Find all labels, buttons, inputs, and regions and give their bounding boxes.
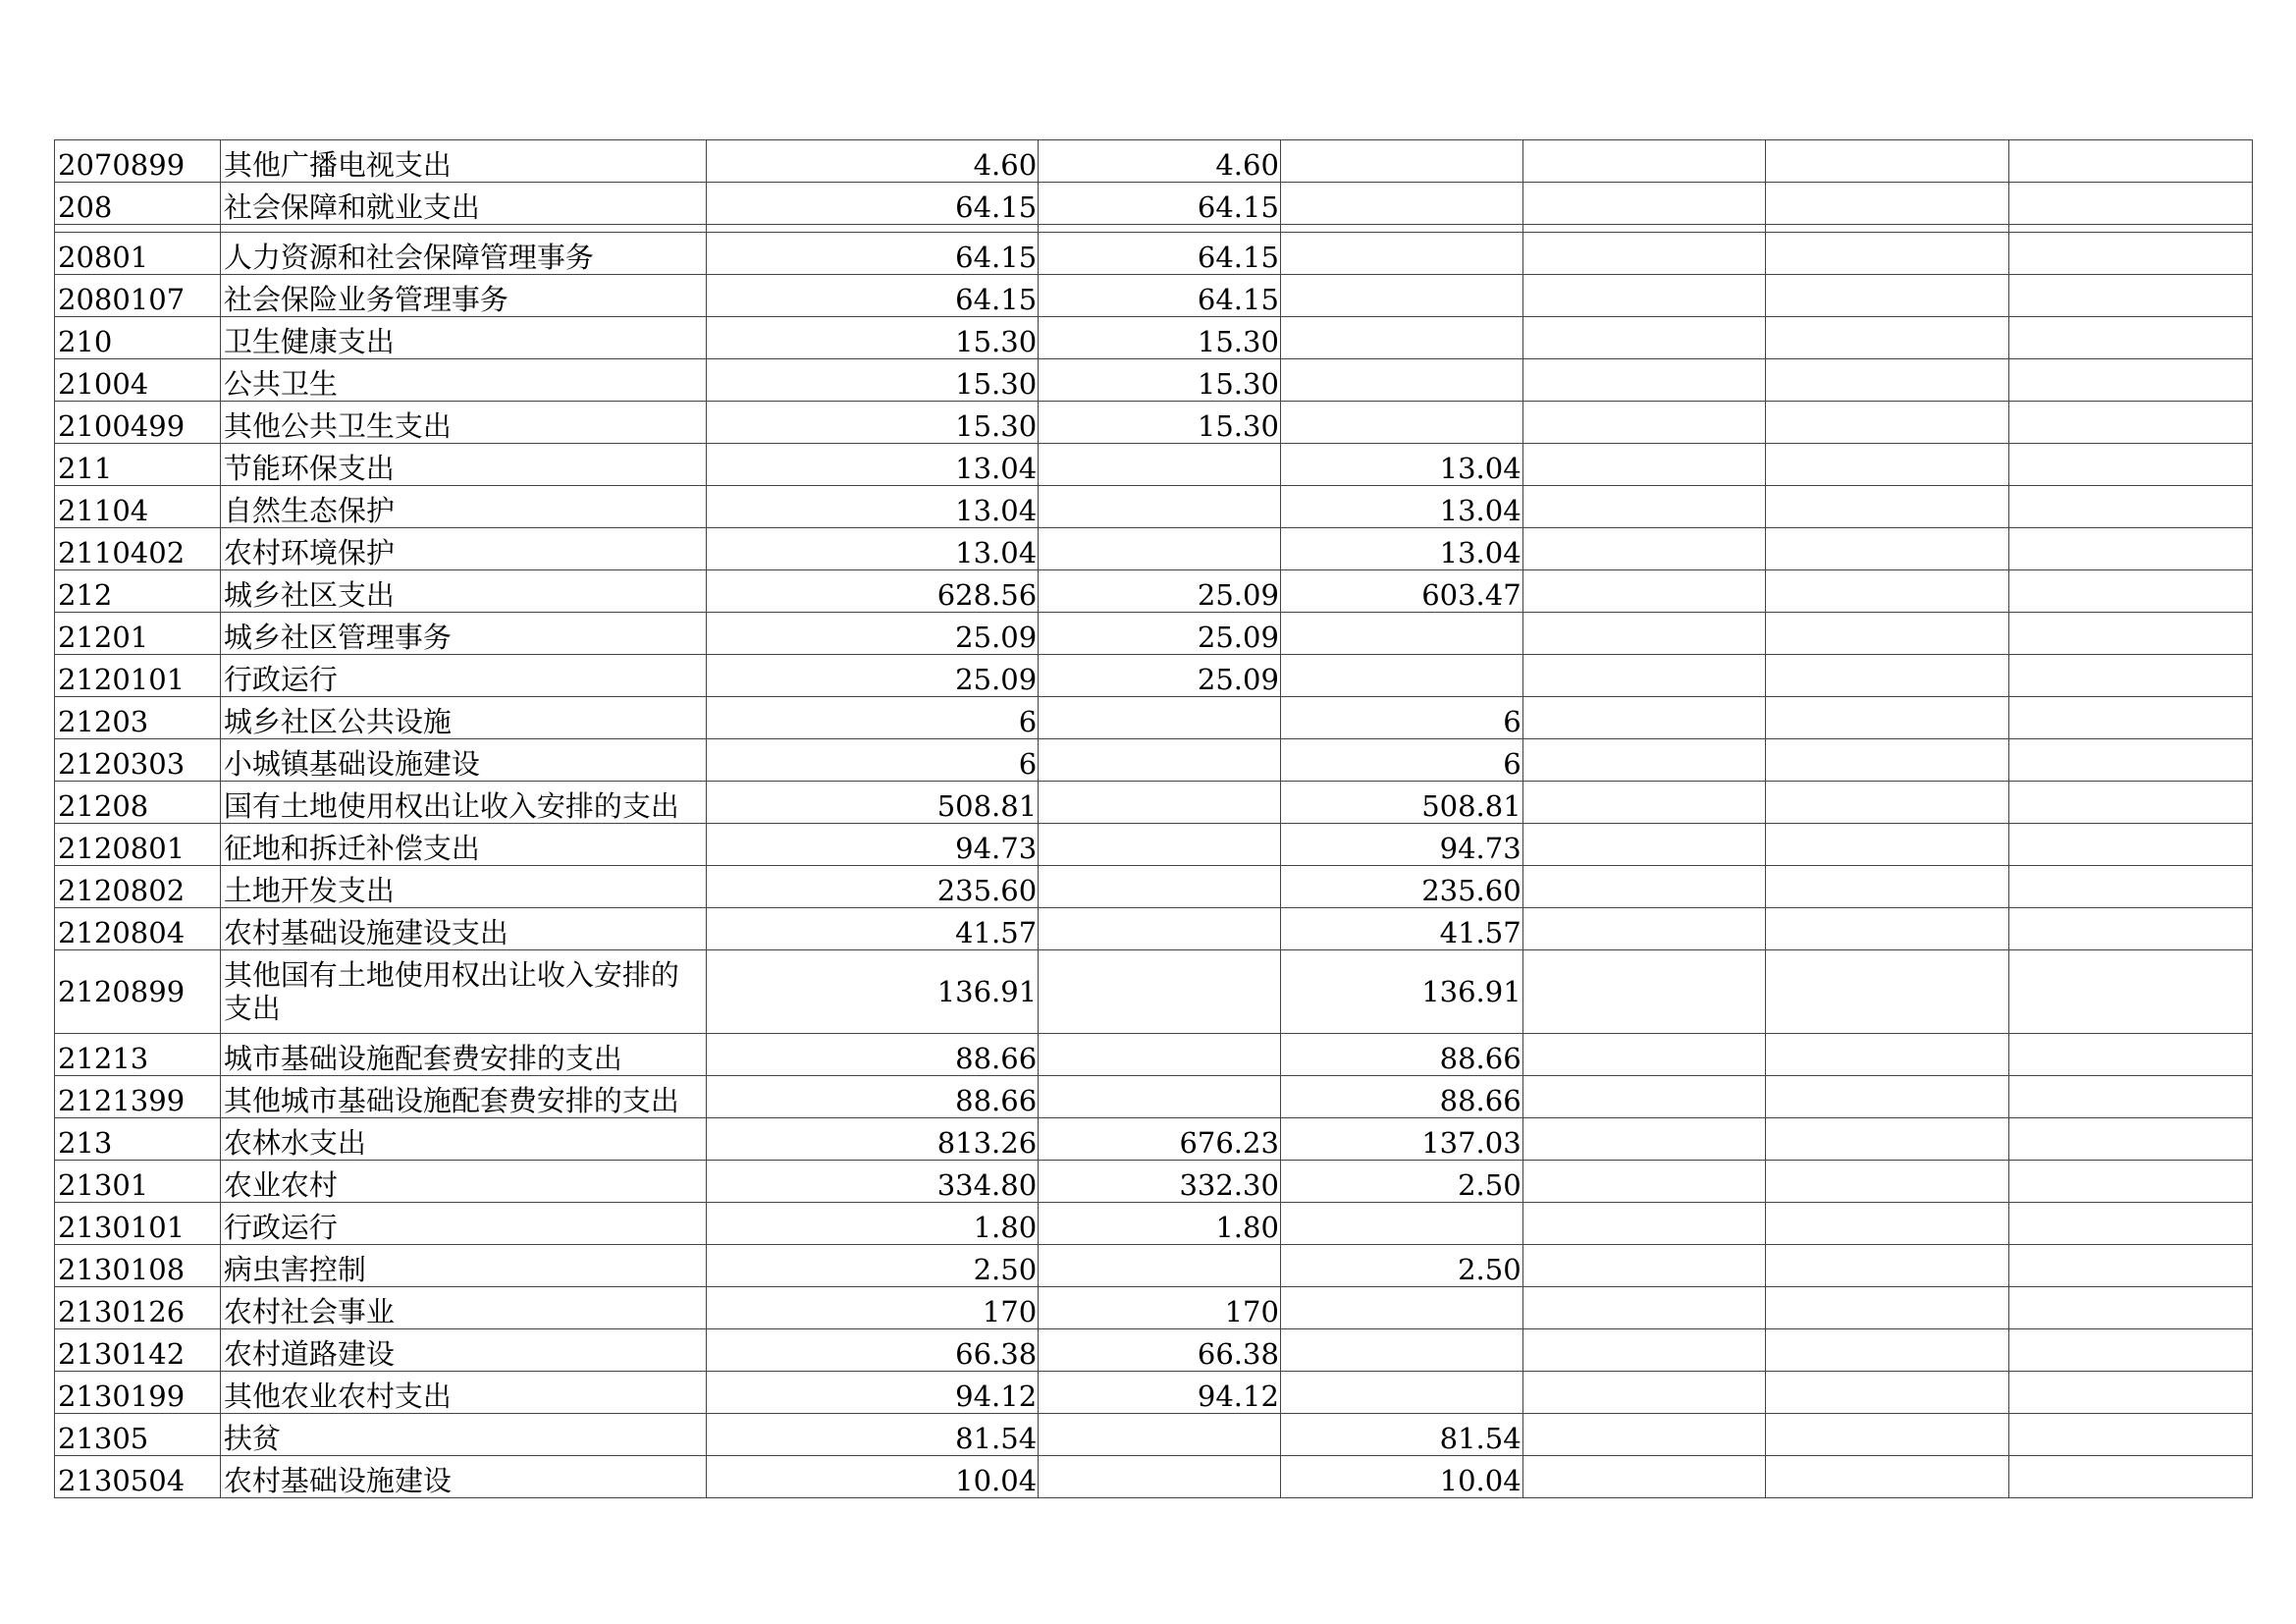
empty-cell bbox=[2009, 1456, 2253, 1498]
empty-cell bbox=[1766, 1161, 2009, 1203]
subject-code-cell: 2120802 bbox=[55, 866, 221, 908]
project-amount-cell bbox=[1280, 275, 1522, 317]
project-amount-cell bbox=[1280, 1372, 1522, 1414]
empty-cell bbox=[1766, 866, 2009, 908]
empty-cell bbox=[2009, 528, 2253, 570]
empty-cell bbox=[1766, 233, 2009, 275]
table-row bbox=[55, 1161, 2253, 1203]
subject-code-cell: 2120101 bbox=[55, 655, 221, 697]
basic-amount-cell bbox=[1039, 739, 1281, 782]
empty-cell bbox=[2009, 183, 2253, 225]
table-row bbox=[55, 1203, 2253, 1245]
subject-name-cell: 农村道路建设 bbox=[220, 1329, 707, 1372]
total-amount-cell: 25.09 bbox=[707, 655, 1039, 697]
subject-code-cell: 213 bbox=[55, 1118, 221, 1161]
table-row bbox=[55, 697, 2253, 739]
basic-amount-cell bbox=[1039, 1245, 1281, 1287]
subject-name-cell: 自然生态保护 bbox=[220, 486, 707, 528]
table-gap bbox=[55, 225, 2253, 233]
table-row bbox=[55, 359, 2253, 402]
subject-code-cell: 2100499 bbox=[55, 402, 221, 444]
project-amount-cell bbox=[1280, 233, 1522, 275]
empty-cell bbox=[1522, 782, 1766, 824]
empty-cell bbox=[1766, 444, 2009, 486]
project-amount-cell bbox=[1280, 359, 1522, 402]
table-row bbox=[55, 275, 2253, 317]
basic-amount-cell: 64.15 bbox=[1039, 183, 1281, 225]
subject-name-cell: 农村基础设施建设 bbox=[220, 1456, 707, 1498]
project-amount-cell bbox=[1280, 183, 1522, 225]
subject-code-cell: 2070899 bbox=[55, 140, 221, 183]
table-row bbox=[55, 824, 2253, 866]
total-amount-cell: 13.04 bbox=[707, 528, 1039, 570]
subject-name-cell: 人力资源和社会保障管理事务 bbox=[220, 233, 707, 275]
empty-cell bbox=[1766, 402, 2009, 444]
table-row bbox=[55, 1414, 2253, 1456]
empty-cell bbox=[1766, 1203, 2009, 1245]
total-amount-cell: 2.50 bbox=[707, 1245, 1039, 1287]
table-row bbox=[55, 950, 2253, 1034]
empty-cell bbox=[1766, 613, 2009, 655]
subject-code-cell: 211 bbox=[55, 444, 221, 486]
empty-cell bbox=[2009, 1414, 2253, 1456]
empty-cell bbox=[1766, 697, 2009, 739]
total-amount-cell: 13.04 bbox=[707, 444, 1039, 486]
subject-code-cell: 2120303 bbox=[55, 739, 221, 782]
table-row bbox=[55, 1372, 2253, 1414]
project-amount-cell: 13.04 bbox=[1280, 444, 1522, 486]
basic-amount-cell bbox=[1039, 824, 1281, 866]
table-row bbox=[55, 1329, 2253, 1372]
empty-cell bbox=[1522, 697, 1766, 739]
empty-cell bbox=[2009, 866, 2253, 908]
project-amount-cell: 508.81 bbox=[1280, 782, 1522, 824]
total-amount-cell: 88.66 bbox=[707, 1076, 1039, 1118]
gap-cell bbox=[220, 225, 707, 233]
project-amount-cell: 13.04 bbox=[1280, 528, 1522, 570]
empty-cell bbox=[1522, 275, 1766, 317]
empty-cell bbox=[1766, 140, 2009, 183]
total-amount-cell: 6 bbox=[707, 739, 1039, 782]
empty-cell bbox=[1766, 1414, 2009, 1456]
total-amount-cell: 15.30 bbox=[707, 359, 1039, 402]
total-amount-cell: 235.60 bbox=[707, 866, 1039, 908]
empty-cell bbox=[2009, 1329, 2253, 1372]
empty-cell bbox=[1522, 317, 1766, 359]
subject-code-cell: 21305 bbox=[55, 1414, 221, 1456]
project-amount-cell bbox=[1280, 1203, 1522, 1245]
empty-cell bbox=[1766, 1456, 2009, 1498]
empty-cell bbox=[1766, 824, 2009, 866]
empty-cell bbox=[1522, 1414, 1766, 1456]
empty-cell bbox=[1522, 444, 1766, 486]
basic-amount-cell bbox=[1039, 444, 1281, 486]
basic-amount-cell bbox=[1039, 486, 1281, 528]
project-amount-cell: 88.66 bbox=[1280, 1034, 1522, 1076]
table-row bbox=[55, 528, 2253, 570]
subject-code-cell: 2120804 bbox=[55, 908, 221, 950]
empty-cell bbox=[2009, 824, 2253, 866]
project-amount-cell: 136.91 bbox=[1280, 950, 1522, 1034]
total-amount-cell: 13.04 bbox=[707, 486, 1039, 528]
subject-name-cell: 公共卫生 bbox=[220, 359, 707, 402]
basic-amount-cell bbox=[1039, 528, 1281, 570]
project-amount-cell: 81.54 bbox=[1280, 1414, 1522, 1456]
total-amount-cell: 25.09 bbox=[707, 613, 1039, 655]
empty-cell bbox=[2009, 655, 2253, 697]
subject-name-cell: 城乡社区管理事务 bbox=[220, 613, 707, 655]
basic-amount-cell bbox=[1039, 866, 1281, 908]
gap-cell bbox=[1522, 225, 1766, 233]
subject-name-cell: 社会保障和就业支出 bbox=[220, 183, 707, 225]
subject-code-cell: 2130101 bbox=[55, 1203, 221, 1245]
project-amount-cell bbox=[1280, 402, 1522, 444]
empty-cell bbox=[1766, 1076, 2009, 1118]
total-amount-cell: 81.54 bbox=[707, 1414, 1039, 1456]
total-amount-cell: 94.73 bbox=[707, 824, 1039, 866]
basic-amount-cell: 25.09 bbox=[1039, 655, 1281, 697]
total-amount-cell: 15.30 bbox=[707, 317, 1039, 359]
total-amount-cell: 813.26 bbox=[707, 1118, 1039, 1161]
subject-name-cell: 其他国有土地使用权出让收入安排的支出 bbox=[220, 950, 707, 1034]
empty-cell bbox=[1766, 1287, 2009, 1329]
empty-cell bbox=[1766, 1329, 2009, 1372]
subject-name-cell: 行政运行 bbox=[220, 655, 707, 697]
empty-cell bbox=[2009, 613, 2253, 655]
basic-amount-cell: 676.23 bbox=[1039, 1118, 1281, 1161]
total-amount-cell: 88.66 bbox=[707, 1034, 1039, 1076]
subject-name-cell: 城乡社区支出 bbox=[220, 570, 707, 613]
subject-code-cell: 2121399 bbox=[55, 1076, 221, 1118]
empty-cell bbox=[1766, 950, 2009, 1034]
table-row bbox=[55, 486, 2253, 528]
table-row bbox=[55, 739, 2253, 782]
empty-cell bbox=[1766, 1245, 2009, 1287]
project-amount-cell: 6 bbox=[1280, 739, 1522, 782]
subject-name-cell: 城市基础设施配套费安排的支出 bbox=[220, 1034, 707, 1076]
empty-cell bbox=[1522, 1245, 1766, 1287]
subject-code-cell: 210 bbox=[55, 317, 221, 359]
subject-name-cell: 行政运行 bbox=[220, 1203, 707, 1245]
project-amount-cell bbox=[1280, 317, 1522, 359]
basic-amount-cell bbox=[1039, 908, 1281, 950]
subject-code-cell: 2080107 bbox=[55, 275, 221, 317]
empty-cell bbox=[1766, 183, 2009, 225]
empty-cell bbox=[2009, 486, 2253, 528]
table-row bbox=[55, 183, 2253, 225]
subject-name-cell: 其他城市基础设施配套费安排的支出 bbox=[220, 1076, 707, 1118]
subject-name-cell: 其他农业农村支出 bbox=[220, 1372, 707, 1414]
table-row bbox=[55, 444, 2253, 486]
empty-cell bbox=[1766, 739, 2009, 782]
subject-name-cell: 农业农村 bbox=[220, 1161, 707, 1203]
subject-name-cell: 扶贫 bbox=[220, 1414, 707, 1456]
total-amount-cell: 41.57 bbox=[707, 908, 1039, 950]
total-amount-cell: 136.91 bbox=[707, 950, 1039, 1034]
table-row bbox=[55, 1034, 2253, 1076]
basic-amount-cell: 15.30 bbox=[1039, 359, 1281, 402]
total-amount-cell: 94.12 bbox=[707, 1372, 1039, 1414]
total-amount-cell: 64.15 bbox=[707, 183, 1039, 225]
project-amount-cell: 603.47 bbox=[1280, 570, 1522, 613]
subject-name-cell: 病虫害控制 bbox=[220, 1245, 707, 1287]
subject-code-cell: 2130108 bbox=[55, 1245, 221, 1287]
subject-name-cell: 国有土地使用权出让收入安排的支出 bbox=[220, 782, 707, 824]
empty-cell bbox=[1522, 1329, 1766, 1372]
empty-cell bbox=[1522, 570, 1766, 613]
table-row bbox=[55, 233, 2253, 275]
basic-amount-cell: 170 bbox=[1039, 1287, 1281, 1329]
subject-code-cell: 21104 bbox=[55, 486, 221, 528]
empty-cell bbox=[1766, 275, 2009, 317]
basic-amount-cell bbox=[1039, 1456, 1281, 1498]
empty-cell bbox=[1522, 1203, 1766, 1245]
table-row bbox=[55, 1118, 2253, 1161]
subject-code-cell: 2130199 bbox=[55, 1372, 221, 1414]
empty-cell bbox=[1522, 1161, 1766, 1203]
empty-cell bbox=[2009, 782, 2253, 824]
empty-cell bbox=[1522, 233, 1766, 275]
table-row bbox=[55, 866, 2253, 908]
subject-code-cell: 2120899 bbox=[55, 950, 221, 1034]
total-amount-cell: 508.81 bbox=[707, 782, 1039, 824]
project-amount-cell: 2.50 bbox=[1280, 1245, 1522, 1287]
basic-amount-cell bbox=[1039, 950, 1281, 1034]
basic-amount-cell: 64.15 bbox=[1039, 233, 1281, 275]
subject-name-cell: 社会保险业务管理事务 bbox=[220, 275, 707, 317]
empty-cell bbox=[1522, 402, 1766, 444]
table-row bbox=[55, 908, 2253, 950]
subject-name-cell: 其他广播电视支出 bbox=[220, 140, 707, 183]
subject-name-cell: 农村基础设施建设支出 bbox=[220, 908, 707, 950]
total-amount-cell: 64.15 bbox=[707, 233, 1039, 275]
empty-cell bbox=[2009, 739, 2253, 782]
basic-amount-cell: 15.30 bbox=[1039, 402, 1281, 444]
subject-code-cell: 2130142 bbox=[55, 1329, 221, 1372]
subject-code-cell: 20801 bbox=[55, 233, 221, 275]
project-amount-cell bbox=[1280, 613, 1522, 655]
empty-cell bbox=[2009, 317, 2253, 359]
basic-amount-cell bbox=[1039, 697, 1281, 739]
subject-code-cell: 212 bbox=[55, 570, 221, 613]
subject-code-cell: 2130504 bbox=[55, 1456, 221, 1498]
empty-cell bbox=[1522, 140, 1766, 183]
empty-cell bbox=[1522, 1076, 1766, 1118]
subject-code-cell: 2120801 bbox=[55, 824, 221, 866]
subject-code-cell: 21213 bbox=[55, 1034, 221, 1076]
empty-cell bbox=[2009, 233, 2253, 275]
basic-amount-cell: 1.80 bbox=[1039, 1203, 1281, 1245]
project-amount-cell bbox=[1280, 1329, 1522, 1372]
empty-cell bbox=[1522, 1372, 1766, 1414]
basic-amount-cell bbox=[1039, 782, 1281, 824]
empty-cell bbox=[2009, 1161, 2253, 1203]
subject-name-cell: 小城镇基础设施建设 bbox=[220, 739, 707, 782]
empty-cell bbox=[1766, 570, 2009, 613]
basic-amount-cell: 4.60 bbox=[1039, 140, 1281, 183]
subject-code-cell: 208 bbox=[55, 183, 221, 225]
empty-cell bbox=[1766, 782, 2009, 824]
empty-cell bbox=[2009, 1203, 2253, 1245]
empty-cell bbox=[2009, 140, 2253, 183]
total-amount-cell: 15.30 bbox=[707, 402, 1039, 444]
total-amount-cell: 10.04 bbox=[707, 1456, 1039, 1498]
basic-amount-cell: 25.09 bbox=[1039, 570, 1281, 613]
empty-cell bbox=[2009, 1287, 2253, 1329]
empty-cell bbox=[2009, 570, 2253, 613]
total-amount-cell: 6 bbox=[707, 697, 1039, 739]
project-amount-cell: 137.03 bbox=[1280, 1118, 1522, 1161]
project-amount-cell: 6 bbox=[1280, 697, 1522, 739]
subject-name-cell: 城乡社区公共设施 bbox=[220, 697, 707, 739]
empty-cell bbox=[2009, 950, 2253, 1034]
empty-cell bbox=[1522, 908, 1766, 950]
empty-cell bbox=[1766, 317, 2009, 359]
basic-amount-cell bbox=[1039, 1414, 1281, 1456]
empty-cell bbox=[1766, 655, 2009, 697]
empty-cell bbox=[2009, 402, 2253, 444]
subject-code-cell: 2130126 bbox=[55, 1287, 221, 1329]
empty-cell bbox=[1522, 866, 1766, 908]
empty-cell bbox=[2009, 1118, 2253, 1161]
gap-cell bbox=[707, 225, 1039, 233]
empty-cell bbox=[1522, 528, 1766, 570]
project-amount-cell bbox=[1280, 655, 1522, 697]
basic-amount-cell bbox=[1039, 1076, 1281, 1118]
subject-code-cell: 21203 bbox=[55, 697, 221, 739]
project-amount-cell: 235.60 bbox=[1280, 866, 1522, 908]
subject-name-cell: 节能环保支出 bbox=[220, 444, 707, 486]
table-row bbox=[55, 402, 2253, 444]
table-row bbox=[55, 140, 2253, 183]
empty-cell bbox=[1766, 1372, 2009, 1414]
project-amount-cell: 2.50 bbox=[1280, 1161, 1522, 1203]
table-body bbox=[55, 140, 2253, 1498]
basic-amount-cell: 66.38 bbox=[1039, 1329, 1281, 1372]
empty-cell bbox=[1522, 359, 1766, 402]
subject-code-cell: 21004 bbox=[55, 359, 221, 402]
empty-cell bbox=[1766, 486, 2009, 528]
subject-name-cell: 其他公共卫生支出 bbox=[220, 402, 707, 444]
empty-cell bbox=[1522, 824, 1766, 866]
empty-cell bbox=[2009, 908, 2253, 950]
basic-amount-cell: 332.30 bbox=[1039, 1161, 1281, 1203]
empty-cell bbox=[2009, 1245, 2253, 1287]
empty-cell bbox=[1766, 1034, 2009, 1076]
empty-cell bbox=[2009, 1034, 2253, 1076]
table-row bbox=[55, 655, 2253, 697]
empty-cell bbox=[2009, 359, 2253, 402]
budget-sheet bbox=[54, 139, 2253, 1498]
table-row bbox=[55, 1245, 2253, 1287]
subject-name-cell: 农林水支出 bbox=[220, 1118, 707, 1161]
total-amount-cell: 334.80 bbox=[707, 1161, 1039, 1203]
total-amount-cell: 4.60 bbox=[707, 140, 1039, 183]
project-amount-cell: 10.04 bbox=[1280, 1456, 1522, 1498]
gap-cell bbox=[1280, 225, 1522, 233]
subject-name-cell: 征地和拆迁补偿支出 bbox=[220, 824, 707, 866]
basic-amount-cell: 15.30 bbox=[1039, 317, 1281, 359]
basic-amount-cell bbox=[1039, 1034, 1281, 1076]
subject-code-cell: 21201 bbox=[55, 613, 221, 655]
empty-cell bbox=[1766, 908, 2009, 950]
empty-cell bbox=[2009, 1372, 2253, 1414]
project-amount-cell bbox=[1280, 140, 1522, 183]
total-amount-cell: 628.56 bbox=[707, 570, 1039, 613]
gap-cell bbox=[2009, 225, 2253, 233]
subject-code-cell: 2110402 bbox=[55, 528, 221, 570]
project-amount-cell: 41.57 bbox=[1280, 908, 1522, 950]
empty-cell bbox=[1522, 486, 1766, 528]
table-row bbox=[55, 613, 2253, 655]
empty-cell bbox=[2009, 697, 2253, 739]
empty-cell bbox=[1766, 528, 2009, 570]
subject-name-cell: 农村社会事业 bbox=[220, 1287, 707, 1329]
basic-amount-cell: 94.12 bbox=[1039, 1372, 1281, 1414]
table-row bbox=[55, 1076, 2253, 1118]
empty-cell bbox=[2009, 275, 2253, 317]
project-amount-cell bbox=[1280, 1287, 1522, 1329]
subject-code-cell: 21301 bbox=[55, 1161, 221, 1203]
table-row bbox=[55, 782, 2253, 824]
basic-amount-cell: 25.09 bbox=[1039, 613, 1281, 655]
empty-cell bbox=[1766, 1118, 2009, 1161]
empty-cell bbox=[1522, 739, 1766, 782]
table-row bbox=[55, 317, 2253, 359]
empty-cell bbox=[1766, 359, 2009, 402]
total-amount-cell: 170 bbox=[707, 1287, 1039, 1329]
project-amount-cell: 94.73 bbox=[1280, 824, 1522, 866]
table-row bbox=[55, 1287, 2253, 1329]
gap-cell bbox=[55, 225, 221, 233]
gap-cell bbox=[1039, 225, 1281, 233]
gap-cell bbox=[1766, 225, 2009, 233]
subject-name-cell: 农村环境保护 bbox=[220, 528, 707, 570]
empty-cell bbox=[1522, 950, 1766, 1034]
total-amount-cell: 66.38 bbox=[707, 1329, 1039, 1372]
subject-code-cell: 21208 bbox=[55, 782, 221, 824]
basic-amount-cell: 64.15 bbox=[1039, 275, 1281, 317]
empty-cell bbox=[1522, 613, 1766, 655]
table-row bbox=[55, 1456, 2253, 1498]
empty-cell bbox=[1522, 1287, 1766, 1329]
empty-cell bbox=[2009, 444, 2253, 486]
empty-cell bbox=[1522, 1118, 1766, 1161]
empty-cell bbox=[1522, 1456, 1766, 1498]
total-amount-cell: 64.15 bbox=[707, 275, 1039, 317]
subject-name-cell: 土地开发支出 bbox=[220, 866, 707, 908]
empty-cell bbox=[2009, 1076, 2253, 1118]
expenditure-table bbox=[54, 139, 2253, 1498]
total-amount-cell: 1.80 bbox=[707, 1203, 1039, 1245]
table-row bbox=[55, 570, 2253, 613]
empty-cell bbox=[1522, 1034, 1766, 1076]
project-amount-cell: 13.04 bbox=[1280, 486, 1522, 528]
subject-name-cell: 卫生健康支出 bbox=[220, 317, 707, 359]
project-amount-cell: 88.66 bbox=[1280, 1076, 1522, 1118]
empty-cell bbox=[1522, 655, 1766, 697]
empty-cell bbox=[1522, 183, 1766, 225]
